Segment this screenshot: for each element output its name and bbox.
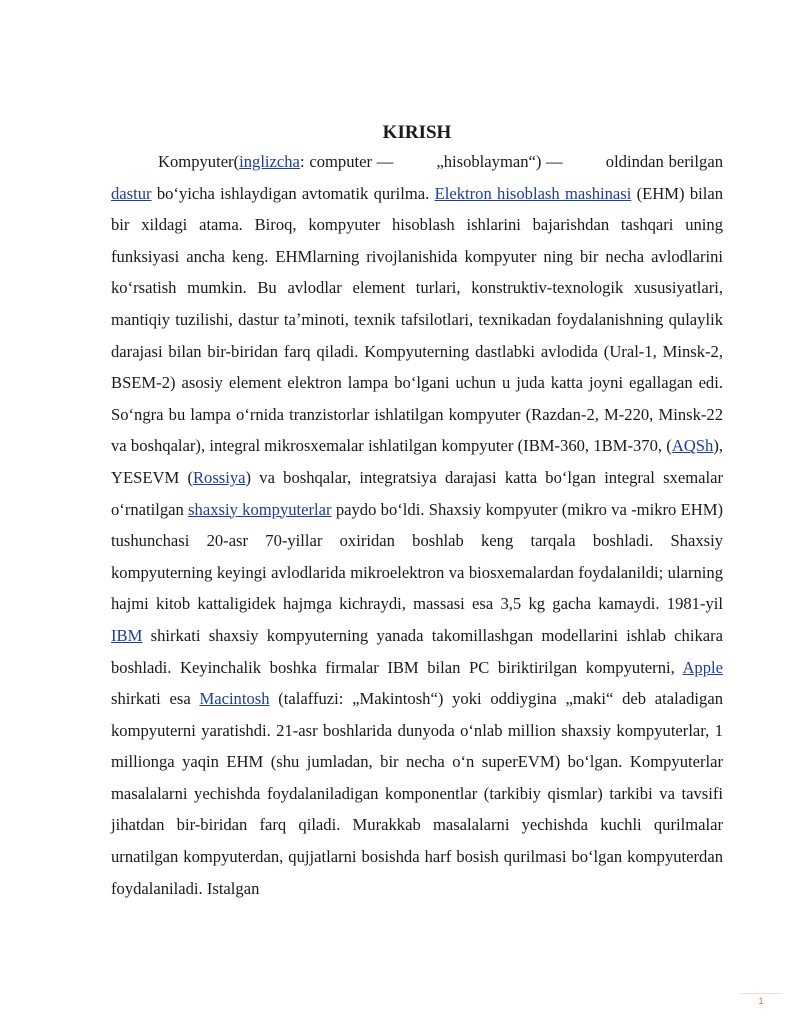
text-run: Kompyuter( — [158, 152, 240, 171]
section-heading: KIRISH — [382, 122, 452, 143]
link-macintosh[interactable]: Macintosh — [199, 689, 270, 709]
text-run: ), YESEVM ( — [111, 436, 723, 487]
text-run: (EHM) bilan bir xildagi atama. Biroq, kompyuter hisoblash ishlarini bajarishdan tashqari uning funksiyasi ancha keng. EHMlarning rivojlanishida kompyuter ning bir necha avlodlarini koʻrsatish mumkin. Bu avlodlar element turlari, konstruktiv-texnologik xususiyatlari, mantiqiy tuzilishi, dastur taʼminoti, texnik tafsilotlari, texnikadan foydalanishning qulaylik darajasi bilan bir-biridan farq qiladi. Kompyuterning dastlabki avlodida (Ural-1, Minsk-2, BSEM-2) asosiy element elektron lampa boʻlgani uchun u juda katta joyni egallagan edi. Soʻngra bu lampa oʻrnida tranzistorlar ishlatilgan kompyuter (Razdan-2, M-220, Minsk-22 va boshqalar), integral mikrosxemalar ishlatilgan kompyuter (IBM-360, 1BM-370, ( — [111, 183, 724, 456]
link-shaxsiy-kompyuterlar[interactable]: shaxsiy kompyuterlar — [188, 499, 332, 519]
text-run: ) va boshqalar, integratsiya darajasi katta boʻlgan integral sxemalar oʻrnatilgan — [111, 467, 723, 519]
page-number: 1 — [758, 996, 764, 1006]
link-dastur[interactable]: dastur — [111, 183, 152, 203]
text-run: boʻyicha ishlaydigan avtomatik qurilma. — [151, 183, 435, 203]
link-apple[interactable]: Apple — [682, 657, 723, 677]
link-inglizcha[interactable]: inglizcha — [239, 152, 300, 171]
text-run: paydo boʻldi. Shaxsiy kompyuter (mikro va -mikro EHM) tushunchasi 20-asr 70-yillar oxiridan boshlab keng tarqala boshladi. Shaxsiy kompyuterning keyingi avlodlarida mikroelektron va biosxemalardan foydalanildi; ularning hajmi kitob kattaligidek hajmga kichraydi, massasi esa 3,5 kg gacha kamaydi. 1981-yil — [111, 499, 724, 614]
link-rossiya[interactable]: Rossiya — [192, 467, 246, 487]
body-paragraph — [111, 146, 723, 904]
link-aqsh[interactable]: AQSh — [671, 436, 714, 456]
page-number-rule — [740, 993, 782, 994]
text-run: : computer — „hisoblayman“) — oldindan berilgan — [299, 152, 723, 171]
link-ibm[interactable]: IBM — [111, 625, 143, 645]
text-run: shirkati esa — [111, 689, 200, 709]
text-run: (talaffuzi: „Makintosh“) yoki oddiygina „maki“ deb ataladigan kompyuterni yaratishdi. 21-asr boshlarida dunyoda oʻnlab million shaxsiy kompyuterlar, 1 millionga yaqin EHM (shu jumladan, bir necha oʻn superEVM) boʻlgan. Kompyuterlar masalalarni yechishda foydalaniladigan komponentlar (tarkibiy qismlar) tarkibi va tavsifi jihatdan bir-biridan farq qiladi. Murakkab masalalarni yechishda kuchli qurilmalar urnatilgan kompyuterdan, qujjatlarni bosishda harf bosish qurilmasi boʻlgan kompyuterdan foydalaniladi. Istalgan — [111, 689, 723, 898]
text-run: shirkati shaxsiy kompyuterning yanada takomillashgan modellarini ishlab chikara boshladi. Keyinchalik boshka firmalar IBM bilan PC biriktirilgan kompyuterni, — [111, 625, 723, 677]
link-elektron-hisoblash-mashinasi[interactable]: Elektron hisoblash mashinasi — [434, 183, 632, 203]
